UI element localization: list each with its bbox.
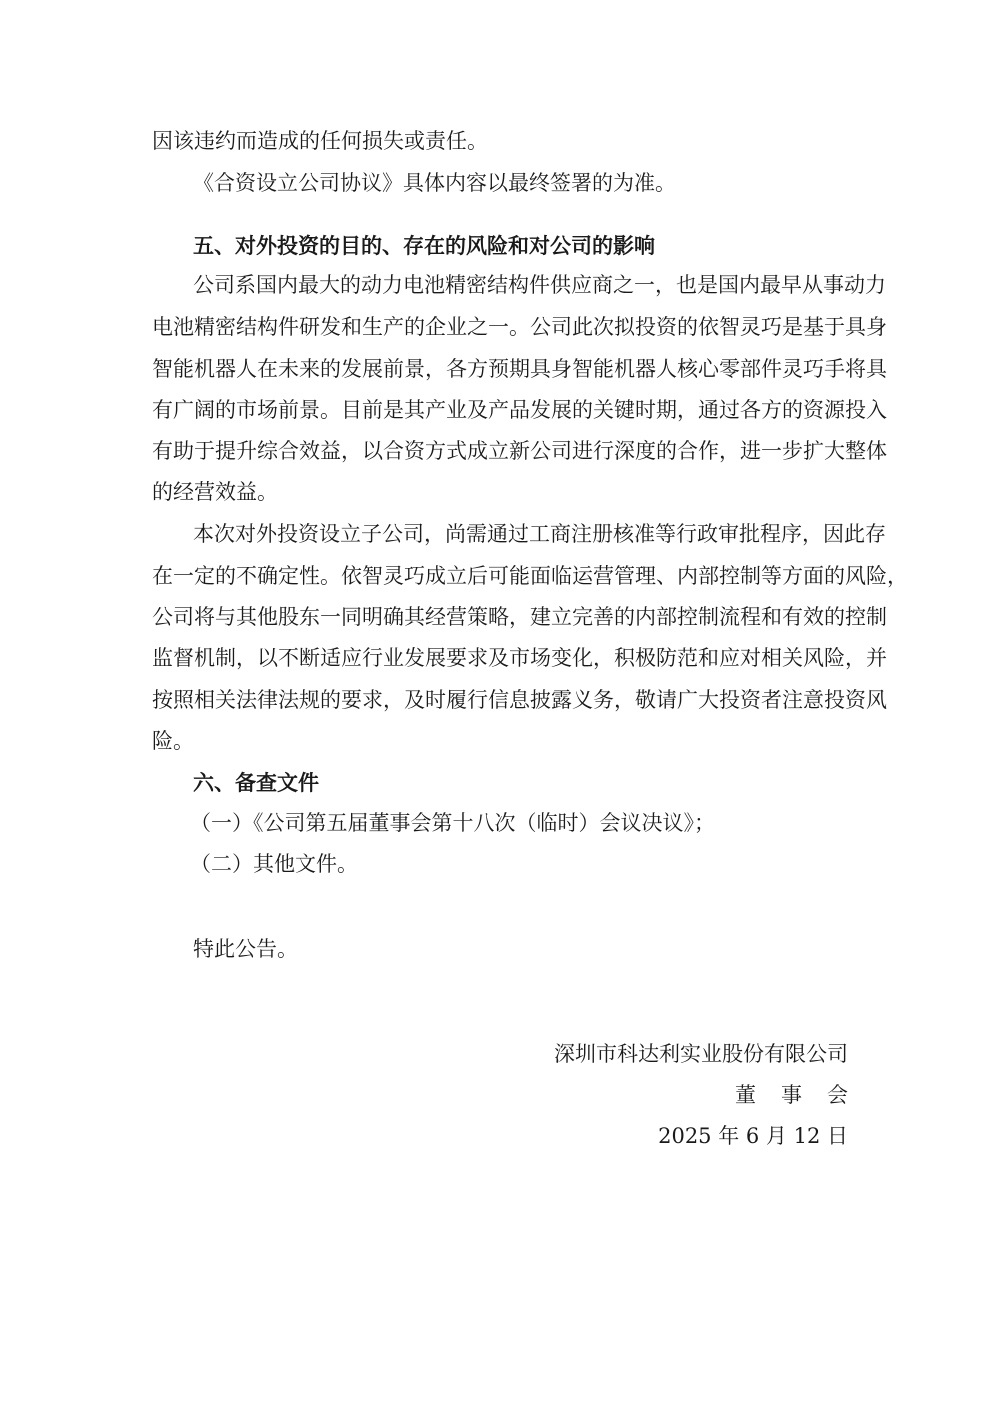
paragraph-line: 险。 xyxy=(152,729,194,753)
reference-item: （二）其他文件。 xyxy=(190,852,358,876)
paragraph-line: 公司系国内最大的动力电池精密结构件供应商之一，也是国内最早从事动力 xyxy=(193,273,886,297)
signature-date: 2025 年 6 月 12 日 xyxy=(658,1124,848,1148)
signature-company: 深圳市科达利实业股份有限公司 xyxy=(554,1042,848,1066)
paragraph-line: 公司将与其他股东一同明确其经营策略，建立完善的内部控制流程和有效的控制 xyxy=(152,605,887,629)
paragraph-line: 有助于提升综合效益，以合资方式成立新公司进行深度的合作，进一步扩大整体 xyxy=(152,439,887,463)
paragraph-line: 按照相关法律法规的要求，及时履行信息披露义务，敬请广大投资者注意投资风 xyxy=(152,688,887,712)
paragraph-line: 监督机制，以不断适应行业发展要求及市场变化，积极防范和应对相关风险，并 xyxy=(152,646,887,670)
closing-text: 特此公告。 xyxy=(193,937,298,961)
section-heading: 五、对外投资的目的、存在的风险和对公司的影响 xyxy=(193,233,655,258)
paragraph-line: 在一定的不确定性。依智灵巧成立后可能面临运营管理、内部控制等方面的风险， xyxy=(152,564,908,588)
paragraph-line: 本次对外投资设立子公司，尚需通过工商注册核准等行政审批程序，因此存 xyxy=(193,522,886,546)
paragraph-line: 有广阔的市场前景。目前是其产业及产品发展的关键时期，通过各方的资源投入 xyxy=(152,398,887,422)
signature-board: 董事会 xyxy=(735,1083,873,1107)
paragraph-line: 智能机器人在未来的发展前景，各方预期具身智能机器人核心零部件灵巧手将具 xyxy=(152,357,887,381)
reference-item: （一）《公司第五届董事会第十八次（临时）会议决议》； xyxy=(190,811,715,835)
paragraph-line: 电池精密结构件研发和生产的企业之一。公司此次拟投资的依智灵巧是基于具身 xyxy=(152,315,887,339)
paragraph-line: 的经营效益。 xyxy=(152,480,278,504)
body-text-line: 《合资设立公司协议》具体内容以最终签署的为准。 xyxy=(193,171,676,195)
body-text-line: 因该违约而造成的任何损失或责任。 xyxy=(152,129,488,153)
section-heading: 六、备查文件 xyxy=(193,770,319,795)
